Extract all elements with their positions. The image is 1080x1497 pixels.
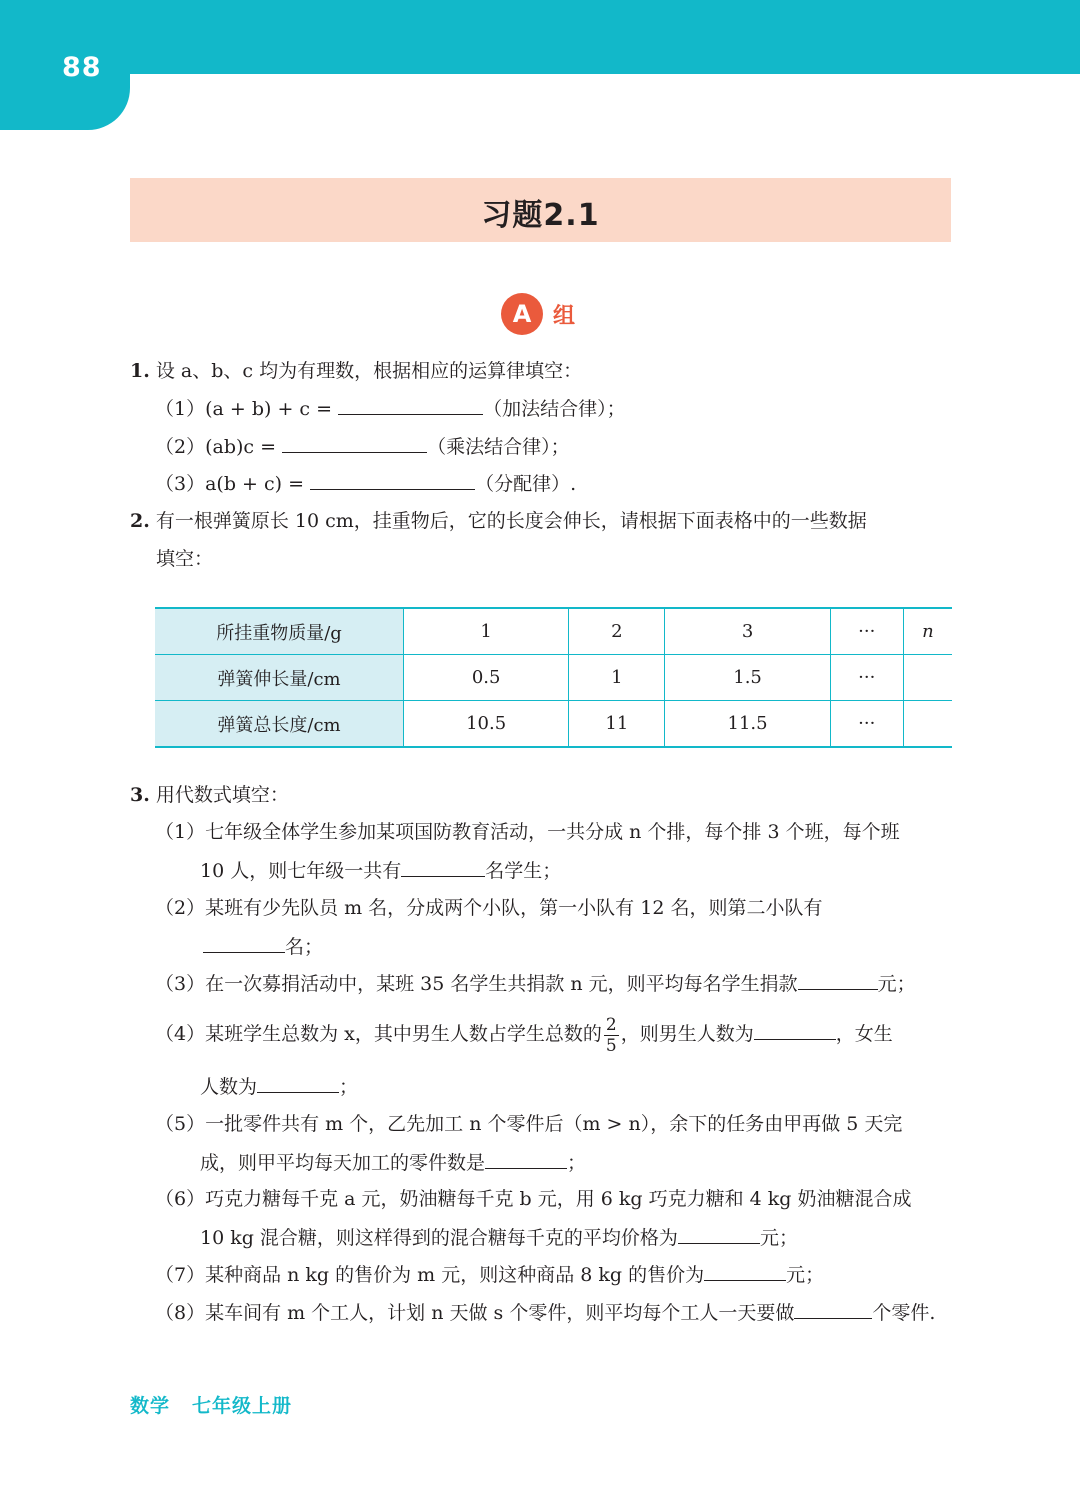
q1-item-1-prefix: （1）(a + b) + c = (155, 398, 333, 420)
q3-item-6-line-2 (200, 1225, 798, 1250)
answer-blank[interactable] (310, 471, 475, 490)
page-footer (130, 1391, 292, 1418)
group-letter-badge: A (501, 293, 543, 335)
section-banner (130, 178, 951, 242)
q3-item-5-text: 成，则甲平均每天加工的零件数是 (200, 1152, 486, 1174)
q1-number: 1. (130, 360, 150, 382)
q3-item-4-tail-2: ； (339, 1076, 359, 1098)
q3-item-8-tail: 个零件. (872, 1302, 936, 1324)
q3-item-8-text: （8）某车间有 m 个工人，计划 n 天做 s 个零件，则平均每个工人一天要做 (155, 1302, 795, 1324)
q3-item-6-tail: 元； (759, 1227, 798, 1249)
table-row (155, 655, 952, 701)
answer-blank[interactable] (485, 1150, 567, 1169)
answer-blank[interactable] (798, 971, 878, 990)
q3-item-7-text: （7）某种商品 n kg 的售价为 m 元，则这种商品 8 kg 的售价为 (155, 1264, 705, 1286)
q3-item-4-line-2 (200, 1074, 358, 1099)
q3-item-5-tail: ； (567, 1152, 587, 1174)
table-cell: ··· (830, 701, 903, 748)
spring-data-table (155, 607, 952, 748)
table-cell-empty[interactable] (903, 701, 952, 748)
footer-grade: 七年级上册 (192, 1395, 293, 1417)
answer-blank[interactable] (678, 1225, 760, 1244)
fraction-numerator: 2 (605, 1014, 617, 1035)
q1-item-3 (155, 471, 576, 496)
q1-item-2 (155, 434, 570, 459)
group-label: 组 (553, 303, 576, 329)
section-title: 习题2.1 (481, 198, 600, 233)
table-cell: 1 (404, 608, 569, 655)
q3-item-6-text: 10 kg 混合糖，则这样得到的混合糖每千克的平均价格为 (200, 1227, 678, 1249)
fraction-denominator: 5 (605, 1035, 617, 1056)
table-cell: n (903, 608, 952, 655)
q1-item-3-prefix: （3）a(b + c) = (155, 473, 305, 495)
table-cell-empty[interactable] (903, 655, 952, 701)
table-cell: 1 (569, 655, 665, 701)
q3-item-2-line-2 (203, 934, 323, 959)
q3-item-4-text: （4）某班学生总数为 x，其中男生人数占学生总数的 (155, 1023, 602, 1045)
q3-item-4-mid: ，则男生人数为 (620, 1023, 754, 1045)
q3-item-3-tail: 元； (877, 973, 916, 995)
q3-item-2-tail: 名； (285, 936, 324, 958)
q1-item-1-suffix: （加法结合律）； (483, 398, 626, 420)
q1-item-1 (155, 396, 626, 421)
q3-item-5-line-1: （5）一批零件共有 m 个，乙先加工 n 个零件后（m > n），余下的任务由甲再做 5 天完 (155, 1113, 903, 1135)
table-row-header: 所挂重物质量/g (155, 608, 404, 655)
answer-blank[interactable] (338, 396, 483, 415)
top-band (0, 0, 1080, 74)
q2-stem-line (130, 509, 867, 533)
q3-item-1-line-1: （1）七年级全体学生参加某项国防教育活动，一共分成 n 个排，每个排 3 个班，每个班 (155, 821, 900, 843)
table-cell: 3 (665, 608, 830, 655)
table-cell: ··· (830, 655, 903, 701)
q3-item-3 (155, 971, 916, 996)
group-heading (501, 292, 575, 336)
q3-item-1-text: 10 人，则七年级一共有 (200, 860, 402, 882)
q3-item-7 (155, 1262, 824, 1287)
page-number: 88 (62, 52, 102, 83)
q1-stem: 设 a、b、c 均为有理数，根据相应的运算律填空： (155, 360, 583, 382)
q3-item-4-text-2: 人数为 (200, 1076, 258, 1098)
q1-stem-line (130, 359, 582, 383)
answer-blank[interactable] (282, 434, 427, 453)
table-row-header: 弹簧总长度/cm (155, 701, 404, 748)
answer-blank[interactable] (401, 858, 485, 877)
q2-stem: 有一根弹簧原长 10 cm，挂重物后，它的长度会伸长，请根据下面表格中的一些数据 (155, 510, 867, 532)
answer-blank[interactable] (257, 1074, 339, 1093)
table-cell: 11.5 (665, 701, 830, 748)
table-cell: 1.5 (665, 655, 830, 701)
q3-item-2-line-1: （2）某班有少先队员 m 名，分成两个小队，第一小队有 12 名，则第二小队有 (155, 897, 823, 919)
table-row (155, 701, 952, 748)
q3-item-3-text: （3）在一次募捐活动中，某班 35 名学生共捐款 n 元，则平均每名学生捐款 (155, 973, 798, 995)
answer-blank[interactable] (754, 1021, 836, 1040)
table-cell: 10.5 (404, 701, 569, 748)
q2-stem-line-2: 填空： (156, 548, 214, 570)
q1-item-3-suffix: （分配律）. (475, 473, 577, 495)
q3-item-6-line-1: （6）巧克力糖每千克 a 元，奶油糖每千克 b 元，用 6 kg 巧克力糖和 4 kg 奶油糖混合成 (155, 1188, 912, 1210)
table-cell: 2 (569, 608, 665, 655)
q1-item-2-suffix: （乘法结合律）； (427, 436, 570, 458)
q3-item-7-tail: 元； (786, 1264, 825, 1286)
q3-stem-line (130, 783, 289, 807)
q3-number: 3. (130, 784, 150, 806)
table-cell: 0.5 (404, 655, 569, 701)
q3-item-8 (155, 1300, 935, 1325)
q3-stem: 用代数式填空： (155, 784, 289, 806)
table-row (155, 608, 952, 655)
answer-blank[interactable] (704, 1262, 786, 1281)
fraction-two-fifths (604, 1015, 619, 1056)
table-cell: ··· (830, 608, 903, 655)
q2-number: 2. (130, 510, 150, 532)
q3-item-4-line-1 (155, 1012, 893, 1056)
table-row-header: 弹簧伸长量/cm (155, 655, 404, 701)
answer-blank[interactable] (794, 1300, 872, 1319)
q1-item-2-prefix: （2）(ab)c = (155, 436, 277, 458)
table-cell: 11 (569, 701, 665, 748)
q3-item-1-tail: 名学生； (485, 860, 562, 882)
q3-item-4-tail: ，女生 (835, 1023, 893, 1045)
q3-item-1-line-2 (200, 858, 561, 883)
q3-item-5-line-2 (200, 1150, 586, 1175)
footer-subject: 数学 (130, 1395, 171, 1417)
answer-blank[interactable] (203, 934, 285, 953)
